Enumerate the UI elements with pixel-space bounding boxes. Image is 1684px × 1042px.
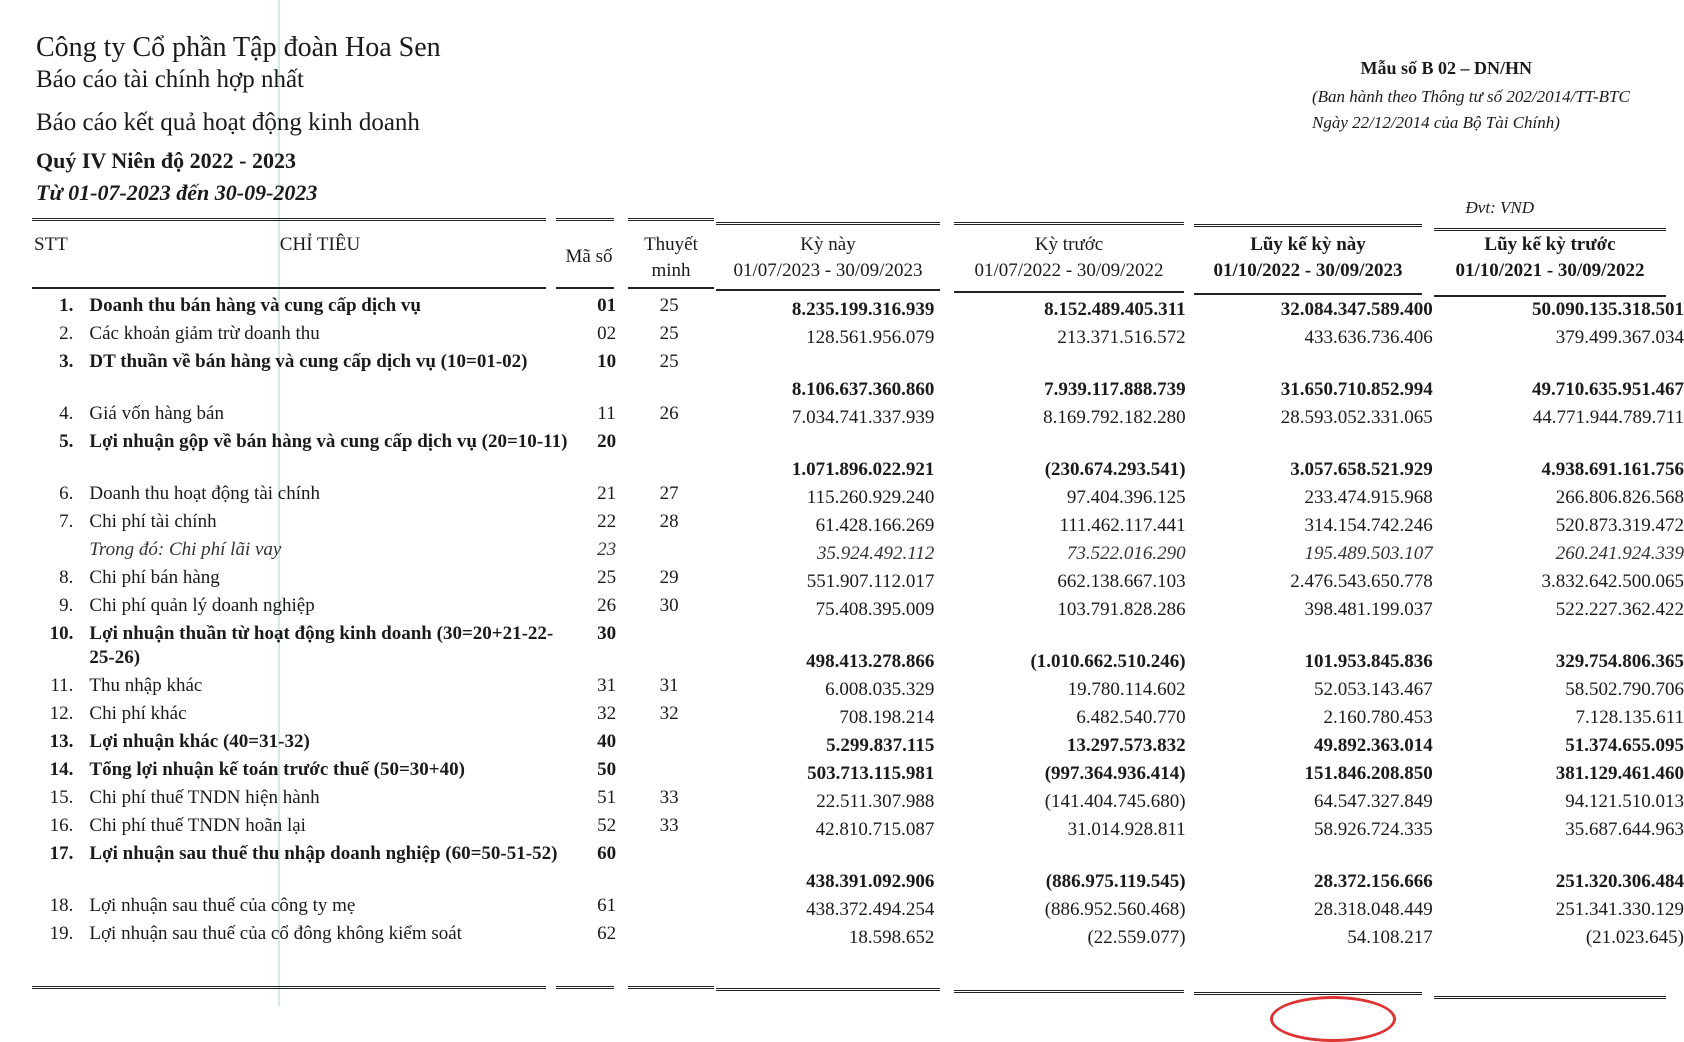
row-note bbox=[637, 922, 701, 950]
form-number: Mẫu số B 02 – DN/HN bbox=[1360, 58, 1532, 78]
row-code: 01 bbox=[597, 295, 617, 316]
row-name: Trong đó: Chi phí lãi vay bbox=[89, 539, 282, 560]
company-name: Công ty Cổ phần Tập đoàn Hoa Sen bbox=[36, 32, 441, 63]
row-stt: 6. bbox=[59, 483, 74, 504]
row-code: 51 bbox=[597, 787, 617, 808]
row-value-ytd-current: 101.953.845.836 bbox=[1304, 651, 1433, 672]
row-code: 11 bbox=[597, 403, 616, 424]
row-value-current: 115.260.929.240 bbox=[806, 487, 935, 508]
row-value-ytd-current: 3.057.658.521.929 bbox=[1290, 459, 1433, 480]
table-row bbox=[32, 322, 1684, 350]
row-note: 33 bbox=[659, 815, 679, 836]
row-code: 52 bbox=[597, 815, 617, 836]
header-rule-bottom bbox=[628, 287, 714, 289]
table-rule-bottom bbox=[556, 986, 614, 989]
row-name: Chi phí thuế TNDN hoãn lại bbox=[89, 815, 306, 836]
row-note bbox=[637, 894, 701, 922]
table-row bbox=[32, 842, 1684, 894]
row-code: 30 bbox=[597, 623, 617, 644]
row-stt: 12. bbox=[49, 703, 74, 724]
row-value-ytd-prior: 7.128.135.611 bbox=[1575, 707, 1684, 728]
row-value-prior: 8.169.792.182.280 bbox=[1043, 407, 1186, 428]
header-rule-top bbox=[32, 218, 546, 221]
row-note: 31 bbox=[659, 675, 679, 696]
row-value-prior: (141.404.745.680) bbox=[1044, 791, 1186, 812]
table-rule-bottom bbox=[954, 990, 1184, 993]
row-note: 33 bbox=[659, 787, 679, 808]
row-note: 27 bbox=[659, 483, 679, 504]
row-name: Chi phí bán hàng bbox=[89, 567, 220, 588]
row-value-prior: 8.152.489.405.311 bbox=[1044, 299, 1186, 320]
row-value-ytd-prior: 35.687.644.963 bbox=[1565, 819, 1684, 840]
header-rule-top bbox=[556, 218, 614, 221]
table-row bbox=[32, 702, 1684, 730]
col-ytd-prior-l2: 01/10/2021 - 30/09/2022 bbox=[1455, 260, 1645, 281]
row-note bbox=[637, 430, 701, 482]
row-value-ytd-prior: 50.090.135.318.501 bbox=[1532, 299, 1684, 320]
table-row bbox=[32, 730, 1684, 758]
col-stt: STT bbox=[34, 234, 68, 255]
row-code: 02 bbox=[597, 323, 617, 344]
row-value-prior: (886.952.560.468) bbox=[1044, 899, 1186, 920]
row-code: 50 bbox=[597, 759, 617, 780]
row-value-current: 551.907.112.017 bbox=[806, 571, 935, 592]
row-value-ytd-current: 58.926.724.335 bbox=[1314, 819, 1433, 840]
row-stt: 3. bbox=[59, 351, 74, 372]
row-value-current: 8.235.199.316.939 bbox=[791, 299, 935, 320]
row-note: 26 bbox=[659, 403, 679, 424]
row-stt: 10. bbox=[49, 623, 74, 644]
col-current-period-l2: 01/07/2023 - 30/09/2023 bbox=[733, 260, 923, 281]
col-prior-period bbox=[954, 232, 1184, 284]
table-row bbox=[32, 294, 1684, 322]
row-value-ytd-current: 398.481.199.037 bbox=[1304, 599, 1433, 620]
row-value-ytd-prior: 522.227.362.422 bbox=[1555, 599, 1684, 620]
report-type: Báo cáo tài chính hợp nhất bbox=[36, 66, 305, 93]
row-stt: 18. bbox=[49, 895, 74, 916]
header-rule-top bbox=[716, 222, 940, 225]
row-note bbox=[637, 538, 701, 566]
row-note: 25 bbox=[659, 351, 679, 372]
row-value-ytd-prior: 260.241.924.339 bbox=[1555, 543, 1684, 564]
table-rule-bottom bbox=[1194, 992, 1422, 995]
row-value-prior: 97.404.396.125 bbox=[1066, 487, 1186, 508]
table-row bbox=[32, 894, 1684, 922]
table-rule-bottom bbox=[1434, 996, 1666, 999]
row-stt: 4. bbox=[59, 403, 74, 424]
header-rule-bottom bbox=[716, 289, 940, 291]
row-note bbox=[637, 730, 701, 758]
table-rule-bottom bbox=[628, 986, 714, 989]
row-value-prior: 111.462.117.441 bbox=[1059, 515, 1186, 536]
row-value-ytd-current: 64.547.327.849 bbox=[1314, 791, 1433, 812]
row-value-ytd-current: 433.636.736.406 bbox=[1304, 327, 1433, 348]
row-value-ytd-prior: 251.320.306.484 bbox=[1555, 871, 1684, 892]
header-rule-top bbox=[628, 218, 714, 221]
row-value-ytd-current: 151.846.208.850 bbox=[1304, 763, 1433, 784]
row-name: Chi phí quản lý doanh nghiệp bbox=[89, 595, 315, 616]
row-value-ytd-prior: 3.832.642.500.065 bbox=[1541, 571, 1684, 592]
row-value-current: 75.408.395.009 bbox=[815, 599, 935, 620]
row-code: 31 bbox=[597, 675, 617, 696]
col-ytd-current bbox=[1194, 232, 1422, 284]
row-note: 32 bbox=[659, 703, 679, 724]
row-value-current: 22.511.307.988 bbox=[816, 791, 935, 812]
row-value-current: 8.106.637.360.860 bbox=[791, 379, 935, 400]
row-value-prior: 6.482.540.770 bbox=[1076, 707, 1186, 728]
row-value-prior: 103.791.828.286 bbox=[1057, 599, 1186, 620]
row-stt: 15. bbox=[49, 787, 74, 808]
row-stt: 5. bbox=[59, 431, 74, 452]
row-value-ytd-current: 28.593.052.331.065 bbox=[1280, 407, 1433, 428]
row-value-current: 42.810.715.087 bbox=[815, 819, 935, 840]
table-row bbox=[32, 758, 1684, 786]
row-value-ytd-current: 233.474.915.968 bbox=[1304, 487, 1433, 508]
row-value-prior: 662.138.667.103 bbox=[1057, 571, 1186, 592]
col-ytd-prior bbox=[1434, 232, 1666, 284]
row-value-ytd-prior: (21.023.645) bbox=[1585, 927, 1684, 948]
row-value-current: 1.071.896.022.921 bbox=[791, 459, 935, 480]
row-name: Lợi nhuận gộp về bán hàng và cung cấp dịch vụ (20=10-11) bbox=[89, 431, 568, 452]
row-note: 30 bbox=[659, 595, 679, 616]
col-current-period bbox=[716, 232, 940, 284]
row-value-prior: 13.297.573.832 bbox=[1066, 735, 1186, 756]
row-value-ytd-prior: 266.806.826.568 bbox=[1555, 487, 1684, 508]
row-name: Lợi nhuận thuần từ hoạt động kinh doanh (30=20+21-22-25-26) bbox=[89, 623, 554, 668]
row-value-ytd-current: 195.489.503.107 bbox=[1304, 543, 1433, 564]
row-value-prior: (997.364.936.414) bbox=[1044, 763, 1186, 784]
row-code: 20 bbox=[597, 431, 617, 452]
row-value-ytd-prior: 94.121.510.013 bbox=[1565, 791, 1684, 812]
row-code: 21 bbox=[597, 483, 617, 504]
row-value-ytd-current: 2.160.780.453 bbox=[1323, 707, 1433, 728]
header-rule-bottom bbox=[556, 287, 614, 289]
row-value-prior: (886.975.119.545) bbox=[1045, 871, 1186, 892]
row-value-ytd-current: 28.372.156.666 bbox=[1314, 871, 1433, 892]
col-prior-period-l2: 01/07/2022 - 30/09/2022 bbox=[974, 260, 1164, 281]
row-value-ytd-prior: 51.374.655.095 bbox=[1565, 735, 1684, 756]
red-stamp-seal bbox=[1270, 996, 1396, 1042]
row-stt: 19. bbox=[49, 923, 74, 944]
table-rule-bottom bbox=[32, 986, 546, 989]
row-name: Lợi nhuận sau thuế của công ty mẹ bbox=[89, 895, 356, 916]
row-value-ytd-current: 314.154.742.246 bbox=[1304, 515, 1433, 536]
row-note bbox=[637, 622, 701, 674]
row-name: DT thuần về bán hàng và cung cấp dịch vụ (10=01-02) bbox=[89, 351, 528, 372]
row-value-prior: 73.522.016.290 bbox=[1066, 543, 1186, 564]
report-period: Quý IV Niên độ 2022 - 2023 bbox=[36, 148, 296, 173]
col-prior-period-l1: Kỳ trước bbox=[1034, 234, 1104, 255]
row-value-ytd-prior: 381.129.461.460 bbox=[1555, 763, 1684, 784]
table-row bbox=[32, 350, 1684, 402]
table-row bbox=[32, 674, 1684, 702]
table-row bbox=[32, 482, 1684, 510]
row-value-ytd-prior: 379.499.367.034 bbox=[1555, 327, 1684, 348]
row-name: Thu nhập khác bbox=[89, 675, 203, 696]
row-code: 25 bbox=[597, 567, 617, 588]
row-name: Giá vốn hàng bán bbox=[89, 403, 224, 424]
row-stt: 2. bbox=[59, 323, 74, 344]
table-row bbox=[32, 814, 1684, 842]
row-value-ytd-prior: 251.341.330.129 bbox=[1555, 899, 1684, 920]
table-row bbox=[32, 786, 1684, 814]
header-rule-top bbox=[1434, 228, 1666, 231]
row-note: 25 bbox=[659, 323, 679, 344]
col-current-period-l1: Kỳ này bbox=[800, 234, 856, 255]
row-value-ytd-prior: 49.710.635.951.467 bbox=[1532, 379, 1684, 400]
row-value-ytd-current: 52.053.143.467 bbox=[1314, 679, 1433, 700]
report-title: Báo cáo kết quả hoạt động kinh doanh bbox=[36, 109, 420, 136]
row-note: 28 bbox=[659, 511, 679, 532]
row-value-current: 498.413.278.866 bbox=[806, 651, 935, 672]
row-stt: 8. bbox=[59, 567, 74, 588]
row-name: Chi phí khác bbox=[89, 703, 187, 724]
row-value-ytd-current: 49.892.363.014 bbox=[1314, 735, 1433, 756]
report-date-range: Từ 01-07-2023 đến 30-09-2023 bbox=[36, 180, 318, 205]
row-name: Doanh thu bán hàng và cung cấp dịch vụ bbox=[89, 295, 421, 316]
col-note-line2: minh bbox=[651, 260, 691, 281]
row-value-current: 6.008.035.329 bbox=[825, 679, 935, 700]
row-stt: 13. bbox=[49, 731, 74, 752]
col-ytd-current-l2: 01/10/2022 - 30/09/2023 bbox=[1213, 260, 1403, 281]
row-value-ytd-current: 31.650.710.852.994 bbox=[1280, 379, 1433, 400]
col-note-line1: Thuyết bbox=[644, 234, 698, 255]
issued-by-note: (Ban hành theo Thông tư số 202/2014/TT-BTC Ngày 22/12/2014 của Bộ Tài Chính) bbox=[1312, 87, 1630, 132]
row-value-prior: (1.010.662.510.246) bbox=[1030, 651, 1186, 672]
table-row bbox=[32, 622, 1684, 674]
table-row bbox=[32, 402, 1684, 430]
table-row bbox=[32, 594, 1684, 622]
row-stt: 16. bbox=[49, 815, 74, 836]
row-value-prior: (230.674.293.541) bbox=[1044, 459, 1186, 480]
row-value-ytd-prior: 520.873.319.472 bbox=[1555, 515, 1684, 536]
col-ytd-prior-l1: Lũy kế kỳ trước bbox=[1484, 234, 1616, 255]
col-code: Mã số bbox=[565, 246, 613, 267]
row-name: Lợi nhuận khác (40=31-32) bbox=[89, 731, 310, 752]
row-value-ytd-current: 32.084.347.589.400 bbox=[1280, 299, 1433, 320]
table-row bbox=[32, 430, 1684, 482]
row-value-ytd-prior: 4.938.691.161.756 bbox=[1541, 459, 1684, 480]
row-value-ytd-prior: 329.754.806.365 bbox=[1555, 651, 1684, 672]
row-value-prior: (22.559.077) bbox=[1087, 927, 1186, 948]
header-rule-bottom bbox=[954, 291, 1184, 293]
row-value-current: 128.561.956.079 bbox=[806, 327, 935, 348]
header-rule-top bbox=[1194, 224, 1422, 227]
row-stt: 17. bbox=[49, 843, 74, 864]
col-indicator: CHỈ TIÊU bbox=[279, 234, 361, 255]
row-stt: 1. bbox=[59, 295, 74, 316]
row-value-ytd-current: 54.108.217 bbox=[1347, 927, 1433, 948]
row-code: 62 bbox=[597, 923, 617, 944]
row-note: 25 bbox=[659, 295, 679, 316]
row-name: Các khoản giảm trừ doanh thu bbox=[89, 323, 320, 344]
row-code: 22 bbox=[597, 511, 617, 532]
row-value-prior: 19.780.114.602 bbox=[1067, 679, 1186, 700]
row-note: 29 bbox=[659, 567, 679, 588]
row-code: 60 bbox=[597, 843, 617, 864]
row-value-current: 503.713.115.981 bbox=[807, 763, 935, 784]
row-name: Lợi nhuận sau thuế thu nhập doanh nghiệp (60=50-51-52) bbox=[89, 843, 558, 864]
row-value-ytd-current: 28.318.048.449 bbox=[1314, 899, 1433, 920]
row-value-ytd-prior: 44.771.944.789.711 bbox=[1532, 407, 1684, 428]
row-value-prior: 31.014.928.811 bbox=[1067, 819, 1186, 840]
row-value-current: 5.299.837.115 bbox=[826, 735, 935, 756]
row-stt bbox=[32, 538, 83, 566]
table-rule-bottom bbox=[716, 988, 940, 991]
row-code: 23 bbox=[597, 539, 617, 560]
row-name: Doanh thu hoạt động tài chính bbox=[89, 483, 321, 504]
currency-unit: Đvt: VND bbox=[1465, 198, 1534, 217]
row-note bbox=[637, 758, 701, 786]
row-value-prior: 213.371.516.572 bbox=[1057, 327, 1186, 348]
row-value-current: 61.428.166.269 bbox=[815, 515, 935, 536]
row-code: 40 bbox=[597, 731, 617, 752]
row-stt: 14. bbox=[49, 759, 74, 780]
row-stt: 7. bbox=[59, 511, 74, 532]
row-code: 26 bbox=[597, 595, 617, 616]
row-value-current: 18.598.652 bbox=[848, 927, 935, 948]
col-ytd-current-l1: Lũy kế kỳ này bbox=[1250, 234, 1366, 255]
table-row bbox=[32, 510, 1684, 538]
table-row bbox=[32, 538, 1684, 566]
row-value-current: 708.198.214 bbox=[839, 707, 935, 728]
row-note bbox=[637, 842, 701, 894]
table-row bbox=[32, 922, 1684, 950]
row-value-ytd-prior: 58.502.790.706 bbox=[1565, 679, 1684, 700]
row-value-current: 438.372.494.254 bbox=[806, 899, 935, 920]
row-code: 61 bbox=[597, 895, 617, 916]
row-name: Chi phí tài chính bbox=[89, 511, 217, 532]
table-row bbox=[32, 566, 1684, 594]
row-value-current: 438.391.092.906 bbox=[806, 871, 935, 892]
header-rule-bottom bbox=[32, 287, 546, 289]
row-value-current: 7.034.741.337.939 bbox=[791, 407, 935, 428]
row-value-prior: 7.939.117.888.739 bbox=[1044, 379, 1186, 400]
row-name: Lợi nhuận sau thuế của cổ đông không kiểm soát bbox=[89, 923, 462, 944]
row-name: Tổng lợi nhuận kế toán trước thuế (50=30+40) bbox=[89, 759, 465, 780]
row-stt: 11. bbox=[50, 675, 74, 696]
row-value-ytd-current: 2.476.543.650.778 bbox=[1290, 571, 1433, 592]
row-value-current: 35.924.492.112 bbox=[817, 543, 935, 564]
income-statement-table bbox=[32, 294, 1684, 950]
row-code: 10 bbox=[597, 351, 617, 372]
col-note bbox=[628, 232, 714, 284]
header-rule-top bbox=[954, 222, 1184, 225]
row-stt: 9. bbox=[59, 595, 74, 616]
row-name: Chi phí thuế TNDN hiện hành bbox=[89, 787, 320, 808]
row-code: 32 bbox=[597, 703, 617, 724]
